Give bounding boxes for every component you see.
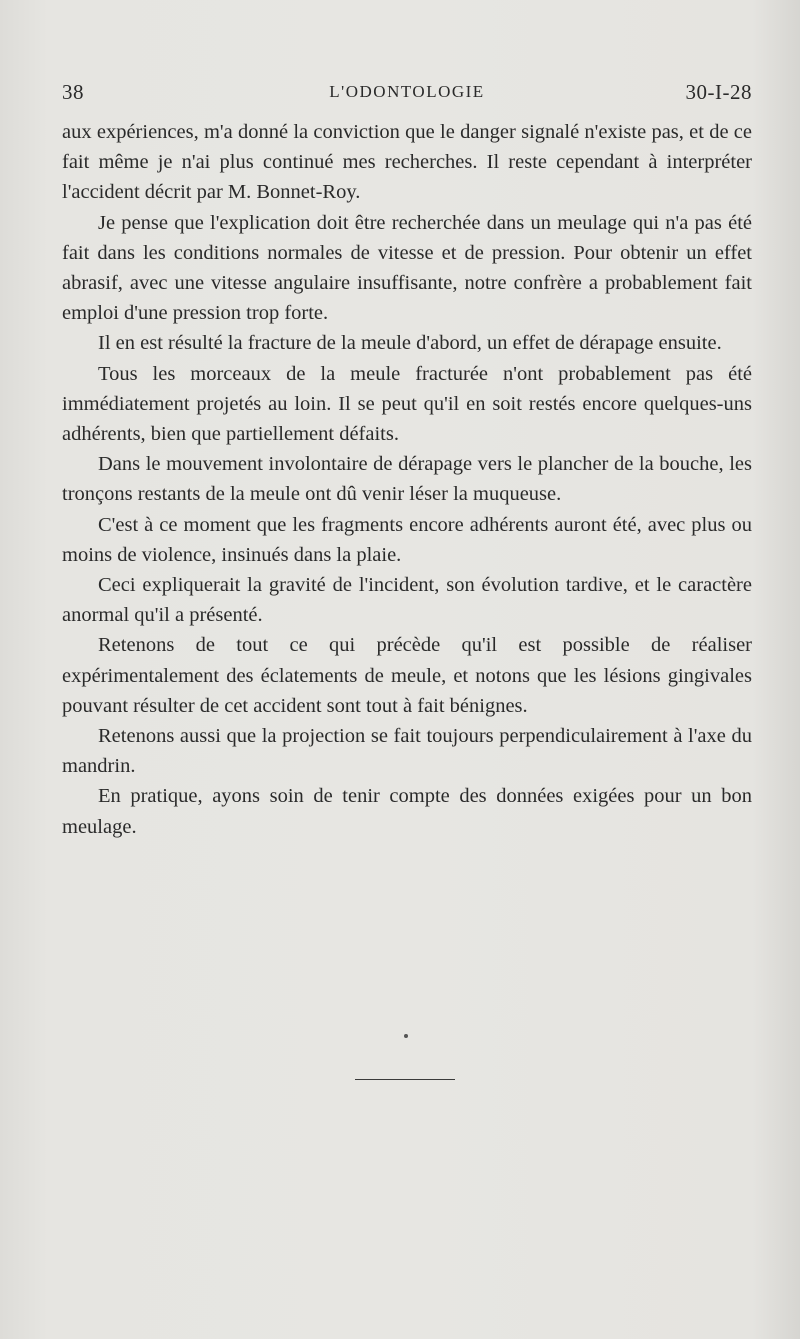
paragraph-2: Je pense que l'explication doit être recherchée dans un meulage qui n'a pas été fait dans les conditions normales de vitesse et de pression. Pour obtenir un effet abrasif, avec une vitesse angulaire insuffisante, notre confrère a probablement fait emploi d'une pression trop forte. [62, 211, 752, 325]
paragraph-8: Retenons de tout ce qui précède qu'il est possible de réaliser expérimentalement des éclatements de meule, et notons que les lésions gingivales pouvant résulter de cet accident sont tout à fait bénignes. [62, 634, 752, 717]
article-body [62, 117, 752, 842]
page-number: 38 [62, 80, 84, 104]
ink-speck [404, 1034, 408, 1038]
paragraph-5: Dans le mouvement involontaire de dérapage vers le plancher de la bouche, les tronçons restants de la meule ont dû venir léser la muqueuse. [62, 453, 752, 506]
running-header [62, 80, 752, 110]
paragraph-1: aux expériences, m'a donné la conviction que le danger signalé n'existe pas, et de ce fait même je n'ai plus continué mes recherches. Il reste cependant à interpréter l'accident décrit par M. Bonnet-Roy. [62, 121, 752, 204]
end-rule [355, 1079, 455, 1080]
journal-title: L'ODONTOLOGIE [329, 82, 485, 101]
paragraph-7: Ceci expliquerait la gravité de l'incident, son évolution tardive, et le caractère anormal qu'il a présenté. [62, 574, 752, 627]
issue-date: 30-I-28 [685, 80, 752, 104]
paragraph-9: Retenons aussi que la projection se fait toujours perpendiculairement à l'axe du mandrin. [62, 725, 752, 778]
paragraph-6: C'est à ce moment que les fragments encore adhérents auront été, avec plus ou moins de violence, insinués dans la plaie. [62, 513, 752, 566]
paragraph-4: Tous les morceaux de la meule fracturée n'ont probablement pas été immédiatement projetés au loin. Il se peut qu'il en soit restés encore quelques-uns adhérents, bien que partiellement défaits. [62, 362, 752, 446]
paragraph-10: En pratique, ayons soin de tenir compte des données exigées pour un bon meulage. [62, 785, 752, 838]
paragraph-3: Il en est résulté la fracture de la meule d'abord, un effet de dérapage ensuite. [98, 332, 722, 355]
